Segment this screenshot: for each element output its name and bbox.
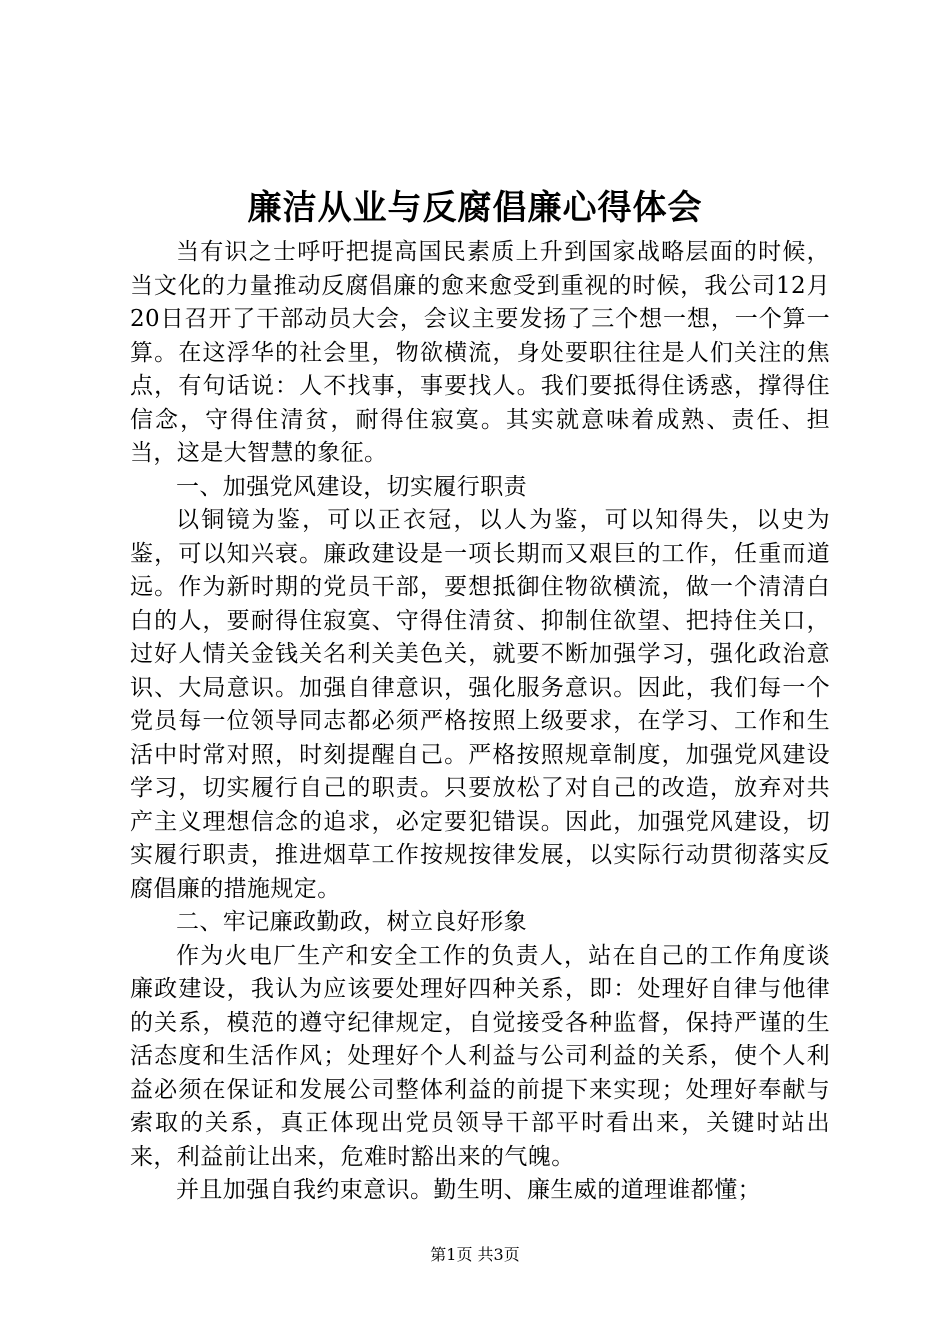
- paragraph-continuation: 并且加强自我约束意识。勤生明、廉生威的道理谁都懂；: [176, 1177, 761, 1203]
- document-title: 廉洁从业与反腐倡廉心得体会: [247, 188, 703, 228]
- paragraph-intro: 当有识之士呼吁把提高国民素质上升到国家战略层面的时候，当文化的力量推动反腐倡廉的愈来愈受到重视的时候，我公司12月20日召开了干部动员大会，会议主要发扬了三个想一想，一个算一算。在这浮华的社会里，物欲横流，身处要职往往是人们关注的焦点，有句话说：人不找事，事要找人。我们要抵得住诱惑，撑得住信念，守得住清贫，耐得住寂寞。其实就意味着成熟、责任、担当，这是大智慧的象征。: [130, 239, 830, 466]
- paragraph-section-1: 以铜镜为鉴，可以正衣冠，以人为鉴，可以知得失，以史为鉴，可以知兴衰。廉政建设是一项长期而又艰巨的工作，任重而道远。作为新时期的党员干部，要想抵御住物欲横流，做一个清清白白的人，要耐得住寂寞、守得住清贫、抑制住欲望、把持住关口，过好人情关金钱关名利关美色关，就要不断加强学习，强化政治意识、大局意识。加强自律意识，强化服务意识。因此，我们每一个党员每一位领导同志都必须严格按照上级要求，在学习、工作和生活中时常对照，时刻提醒自己。严格按照规章制度，加强党风建设学习，切实履行自己的职责。只要放松了对自己的改造，放弃对共产主义理想信念的追求，必定要犯错误。因此，加强党风建设，切实履行职责，推进烟草工作按规按律发展，以实际行动贯彻落实反腐倡廉的措施规定。: [130, 507, 830, 902]
- section-heading-2: 二、牢记廉政勤政，树立良好形象: [176, 909, 527, 935]
- page-number-footer: 第1页 共3页: [430, 1245, 520, 1264]
- section-heading-1: 一、加强党风建设，切实履行职责: [176, 473, 527, 500]
- paragraph-section-2: 作为火电厂生产和安全工作的负责人，站在自己的工作角度谈廉政建设，我认为应该要处理好四种关系，即：处理好自律与他律的关系，模范的遵守纪律规定，自觉接受各种监督，保持严谨的生活态度和生活作风；处理好个人利益与公司利益的关系，使个人利益必须在保证和发展公司整体利益的前提下来实现；处理好奉献与索取的关系，真正体现出党员领导干部平时看出来，关键时站出来，利益前让出来，危难时豁出来的气魄。: [130, 942, 830, 1170]
- document-body: [130, 236, 830, 1208]
